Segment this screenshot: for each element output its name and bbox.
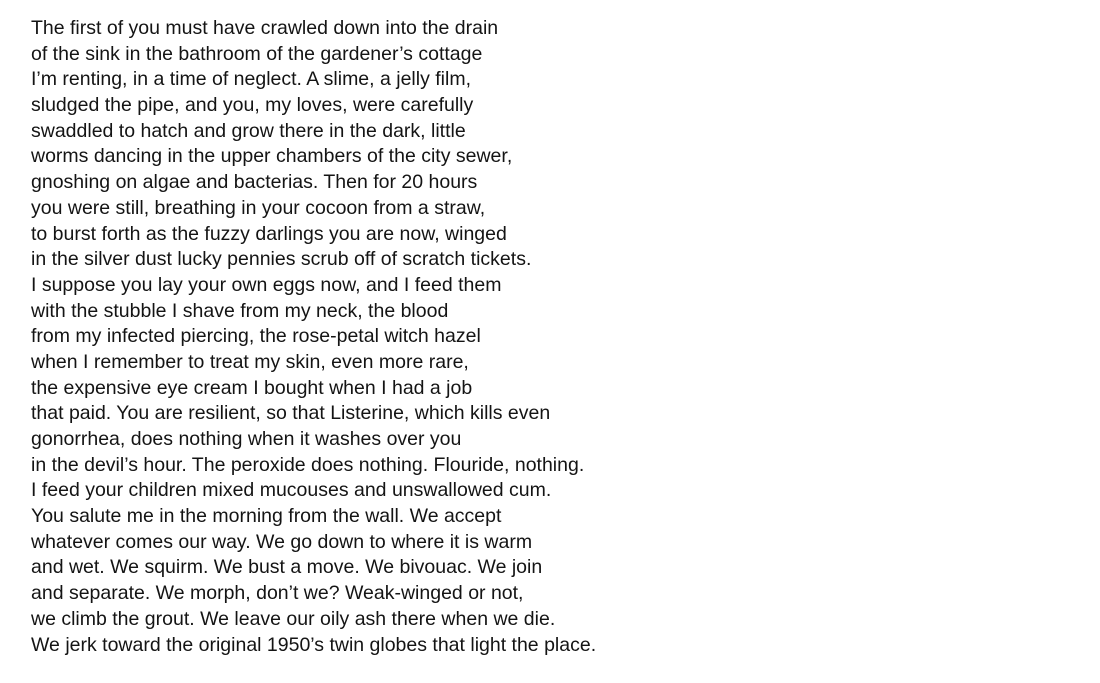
poem-line: sludged the pipe, and you, my loves, were carefully <box>31 94 474 117</box>
poem-line: The first of you must have crawled down into the drain <box>31 17 499 39</box>
poem-line: that paid. You are resilient, so that Listerine, which kills even <box>31 402 551 425</box>
poem-line: whatever comes our way. We go down to where it is warm <box>31 530 533 553</box>
poem-line: We jerk toward the original 1950’s twin globes that light the place. <box>31 633 597 656</box>
poem-line: I’m renting, in a time of neglect. A slime, a jelly film, <box>31 68 472 91</box>
poem-line: from my infected piercing, the rose-petal witch hazel <box>31 325 481 348</box>
poem-text <box>31 16 596 658</box>
poem-line: gonorrhea, does nothing when it washes over you <box>31 428 462 450</box>
poem-line: and separate. We morph, don’t we? Weak-winged or not, <box>31 582 524 605</box>
poem-line: you were still, breathing in your cocoon from a straw, <box>31 196 486 219</box>
poem-line: when I remember to treat my skin, even more rare, <box>31 350 469 373</box>
poem-line: with the stubble I shave from my neck, the blood <box>31 299 449 322</box>
poem-line: I suppose you lay your own eggs now, and I feed them <box>31 273 502 296</box>
poem-line: worms dancing in the upper chambers of the city sewer, <box>31 145 513 168</box>
poem-line: gnoshing on algae and bacterias. Then for 20 hours <box>31 171 478 194</box>
poem-line: swaddled to hatch and grow there in the dark, little <box>31 119 466 142</box>
poem-line: to burst forth as the fuzzy darlings you are now, winged <box>31 222 507 245</box>
poem-line: You salute me in the morning from the wall. We accept <box>31 505 502 528</box>
poem-line: the expensive eye cream I bought when I had a job <box>31 376 473 399</box>
poem-line: in the silver dust lucky pennies scrub off of scratch tickets. <box>31 248 532 271</box>
poem-line: and wet. We squirm. We bust a move. We bivouac. We join <box>31 556 543 579</box>
poem-line: I feed your children mixed mucouses and unswallowed cum. <box>31 479 552 502</box>
poem-line: in the devil’s hour. The peroxide does nothing. Flouride, nothing. <box>31 453 585 476</box>
poem-line: we climb the grout. We leave our oily ash there when we die. <box>31 607 556 630</box>
poem-line: of the sink in the bathroom of the gardener’s cottage <box>31 42 483 65</box>
